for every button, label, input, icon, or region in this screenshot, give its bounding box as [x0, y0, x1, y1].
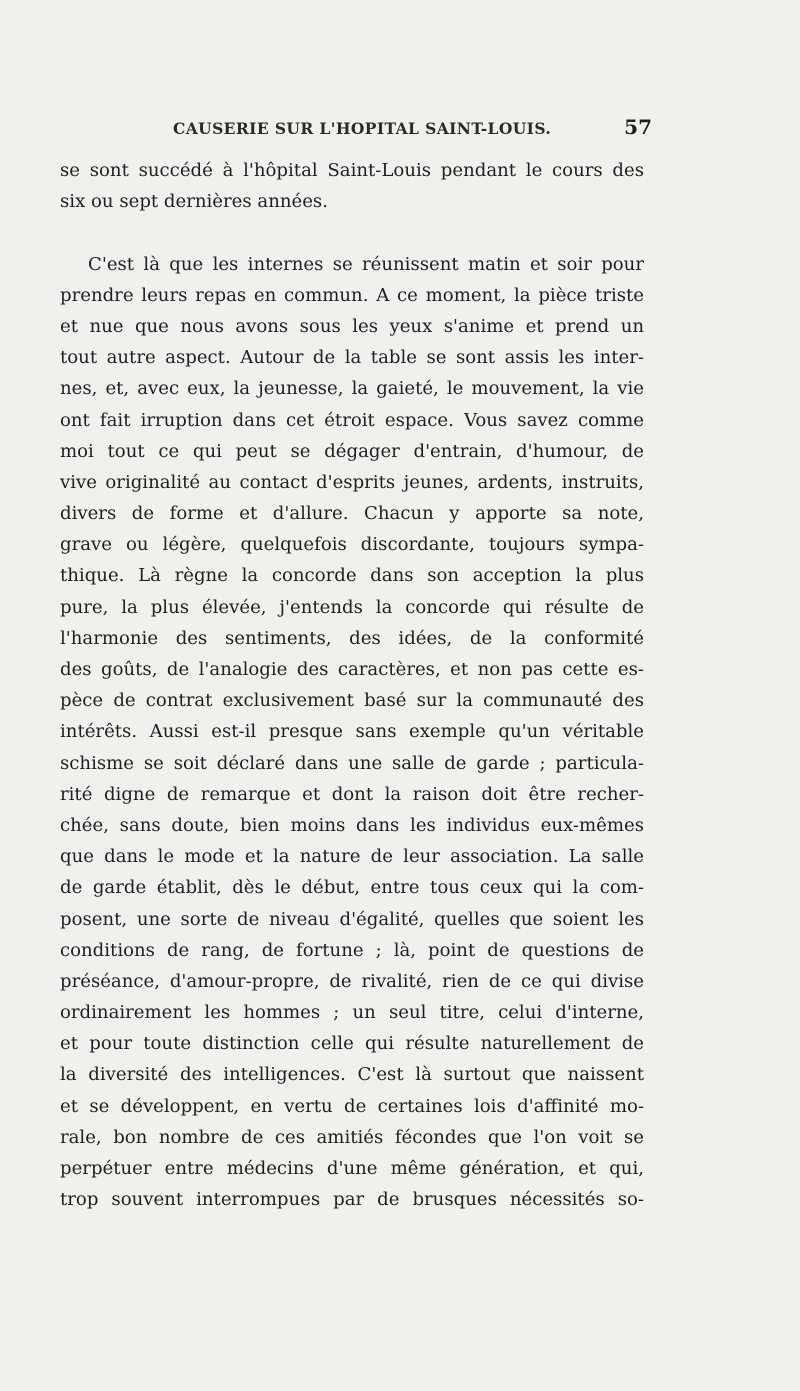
text-line: et pour toute distinction celle qui résulte naturellement de: [60, 1033, 644, 1055]
text-line: chée, sans doute, bien moins dans les individus eux-mêmes: [60, 814, 644, 836]
text-line: grave ou légère, quelquefois discordante, toujours sympa-: [60, 534, 644, 556]
text-line: ordinairement les hommes ; un seul titre, celui d'interne,: [60, 1002, 644, 1024]
text-line: tout autre aspect. Autour de la table se sont assis les inter-: [60, 347, 644, 369]
text-line: préséance, d'amour-propre, de rivalité, rien de ce qui divise: [60, 970, 644, 992]
body-text: [60, 155, 644, 1215]
running-header: [60, 115, 652, 142]
text-line: intérêts. Aussi est-il presque sans exemple qu'un véritable: [60, 721, 644, 743]
text-line: la diversité des intelligences. C'est là surtout que naissent: [60, 1064, 644, 1086]
text-line: pèce de contrat exclusivement basé sur la communauté des: [60, 690, 644, 712]
text-line: et nue que nous avons sous les yeux s'anime et prend un: [60, 315, 644, 337]
text-line: des goûts, de l'analogie des caractères, et non pas cette es-: [60, 659, 644, 680]
running-title: CAUSERIE SUR L'HOPITAL SAINT-LOUIS.: [173, 119, 552, 138]
text-line: l'harmonie des sentiments, des idées, de la conformité: [60, 627, 644, 649]
text-line: perpétuer entre médecins d'une même génération, et qui,: [60, 1158, 644, 1179]
text-line: posent, une sorte de niveau d'égalité, quelles que soient les: [60, 908, 644, 930]
text-line: vive originalité au contact d'esprits jeunes, ardents, instruits,: [60, 471, 644, 493]
text-line: moi tout ce qui peut se dégager d'entrain, d'humour, de: [60, 440, 644, 462]
text-line: conditions de rang, de fortune ; là, point de questions de: [60, 939, 644, 961]
text-line: C'est là que les internes se réunissent matin et soir pour: [88, 253, 644, 275]
text-line: de garde établit, dès le début, entre tous ceux qui la com-: [60, 877, 644, 899]
text-line: thique. Là règne la concorde dans son acception la plus: [60, 565, 644, 587]
text-line: prendre leurs repas en commun. A ce moment, la pièce triste: [60, 284, 644, 306]
page-number: 57: [624, 115, 652, 139]
text-line: pure, la plus élevée, j'entends la concorde qui résulte de: [60, 596, 644, 618]
text-line: schisme se soit déclaré dans une salle de garde ; particula-: [60, 752, 644, 774]
text-line: rale, bon nombre de ces amitiés fécondes que l'on voit se: [60, 1126, 644, 1148]
text-line: rité digne de remarque et dont la raison doit être recher-: [60, 783, 644, 805]
text-line: trop souvent interrompues par de brusques nécessités so-: [60, 1189, 644, 1211]
text-line: et se développent, en vertu de certaines lois d'affinité mo-: [60, 1095, 644, 1117]
text-line: que dans le mode et la nature de leur association. La salle: [60, 846, 644, 868]
text-line: six ou sept dernières années.: [60, 191, 328, 213]
text-line: ont fait irruption dans cet étroit espace. Vous savez comme: [60, 409, 644, 431]
text-line: divers de forme et d'allure. Chacun y apporte sa note,: [60, 503, 644, 525]
text-line: nes, et, avec eux, la jeunesse, la gaieté, le mouvement, la vie: [60, 378, 644, 400]
text-line: se sont succédé à l'hôpital Saint-Louis pendant le cours des: [60, 160, 644, 181]
